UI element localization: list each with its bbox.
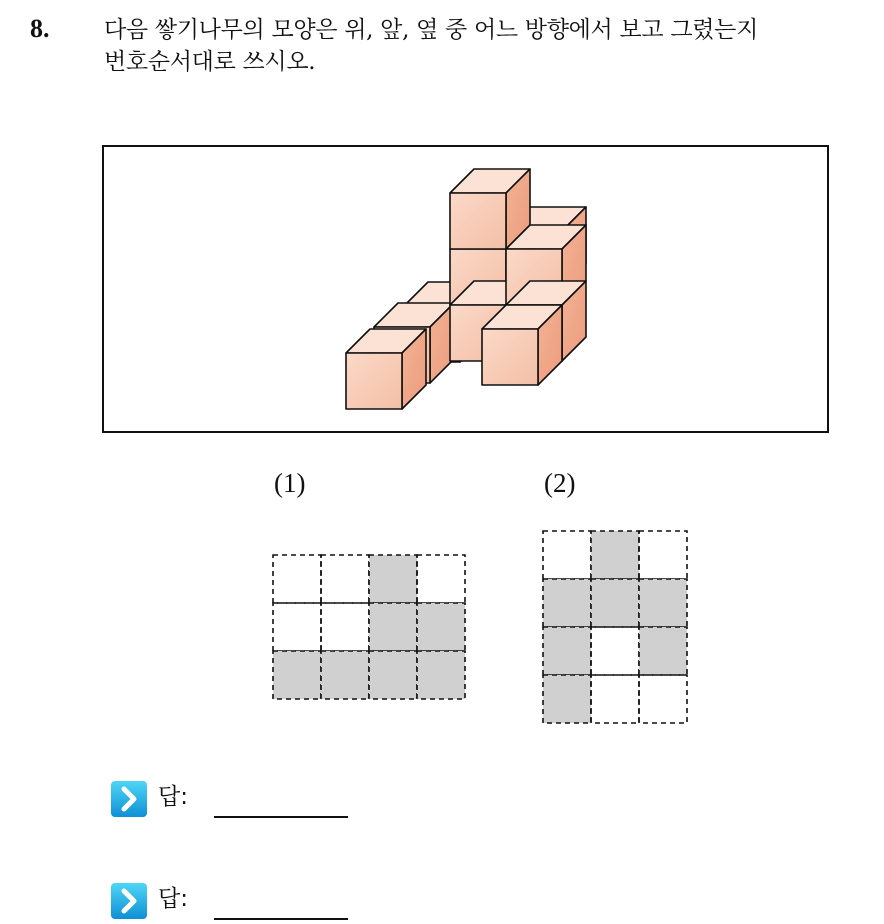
- view-2-cell-shaded: [639, 627, 687, 675]
- view-1-cell-shaded: [369, 651, 417, 699]
- view-1-cell-shaded: [417, 603, 465, 651]
- view-2-cell-shaded: [639, 579, 687, 627]
- answer-label: 답:: [158, 784, 188, 810]
- answer-blank[interactable]: [214, 816, 348, 818]
- question-text-line1: 다음 쌓기나무의 모양은 위, 앞, 옆 중 어느 방향에서 보고 그렸는지: [104, 17, 759, 43]
- view-2-grid: [542, 530, 692, 728]
- view-2-cell-shaded: [591, 531, 639, 579]
- view-2-cell: [591, 627, 639, 675]
- answer-blank[interactable]: [214, 918, 348, 920]
- view-1-cell: [321, 603, 369, 651]
- cube-front-face: [346, 353, 402, 409]
- view-2-cell-shaded: [543, 627, 591, 675]
- chevron-right-icon: [110, 882, 148, 920]
- cube-front-face: [450, 193, 506, 249]
- view-1-cell: [273, 603, 321, 651]
- cube-stack-illustration: [104, 147, 827, 431]
- view-1-cell: [417, 555, 465, 603]
- view-2-cell: [543, 531, 591, 579]
- view-1-label: (1): [274, 468, 306, 498]
- view-2-cell: [639, 531, 687, 579]
- view-1-grid: [272, 554, 470, 704]
- answer-label: 답:: [158, 886, 188, 912]
- view-1-cell: [273, 555, 321, 603]
- question-text: [104, 14, 874, 78]
- answer-row-2: [110, 880, 370, 920]
- view-2-cell-shaded: [591, 579, 639, 627]
- cube-stack-figure: [102, 145, 829, 433]
- question-number: 8.: [30, 14, 50, 43]
- chevron-right-icon: [110, 780, 148, 818]
- view-1-cell: [321, 555, 369, 603]
- view-1-cell-shaded: [369, 555, 417, 603]
- view-1-cell-shaded: [273, 651, 321, 699]
- question-text-line2: 번호순서대로 쓰시오.: [104, 49, 316, 75]
- view-2-cell-shaded: [543, 579, 591, 627]
- view-1-cell-shaded: [369, 603, 417, 651]
- cube-front-face: [482, 329, 538, 385]
- view-1-cell-shaded: [321, 651, 369, 699]
- view-2-cell: [591, 675, 639, 723]
- view-2-cell-shaded: [543, 675, 591, 723]
- view-2-cell: [639, 675, 687, 723]
- answer-row-1: [110, 778, 370, 818]
- view-2-label: (2): [544, 468, 576, 498]
- view-1-cell-shaded: [417, 651, 465, 699]
